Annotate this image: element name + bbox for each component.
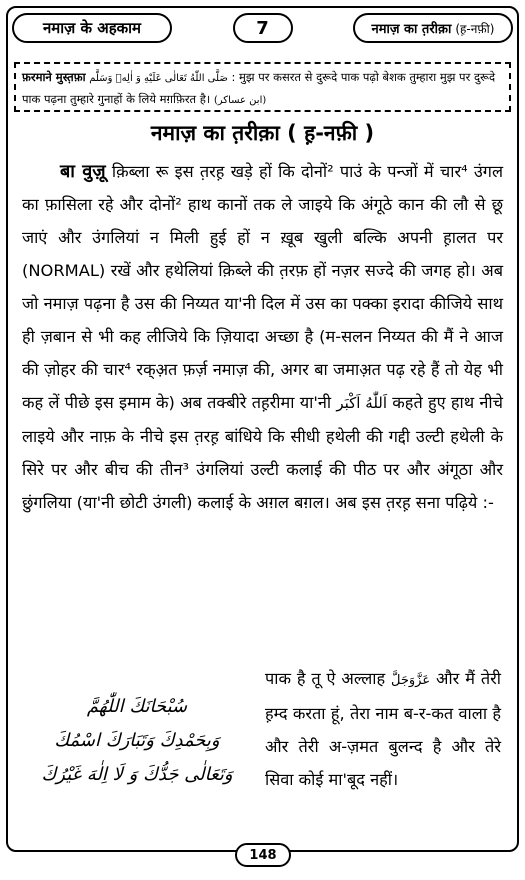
azza-wajal-arabic: عَزَّوَجَلَّ (391, 673, 431, 688)
hadith-box (14, 62, 511, 112)
body-text (22, 155, 503, 519)
hadith-text: : मुझ पर कसरत से दुरूदे पाक पढ़ो बेशक तुम्हारा मुझ पर दुरूदे पाक पढ़ना तुम्हारे गुनाहों के लिये मग़फ़िरत है। (22, 70, 496, 106)
page-header (12, 12, 513, 44)
section-title: नमाज़ का त़रीक़ा ( ह़-नफ़ी ) (150, 121, 375, 145)
translation-pre: पाक है तू ऐ अल्लाह (265, 669, 386, 688)
chapter-title-badge (353, 13, 513, 43)
body-lead: बा वुज़ू (60, 161, 106, 182)
body-paragraph (22, 155, 503, 519)
sana-arabic-block (22, 690, 252, 792)
chapter-number-badge: 7 (233, 13, 293, 43)
body-text-part1: क़िब्ला रू इस त़रह़ खड़े हों कि दोनों² पाउं के पन्जों में चार⁴ उंगल का फ़ासिला रहे और दोनों² हाथ कानों तक ले जाइये कि अंगूठे कान की लौ से छू जाएं और उंगलियां न मिली हुई हों न ख़ूब खुली बल्कि अपनी ह़ालत पर (NORMAL) रखें और हथेलियां क़िब्ले की त़रफ़ हों नज़र सज्दे की जगह हो। अब जो नमाज़ पढ़ना है उस की निय्यत या'नी दिल में उस का पक्का इरादा कीजिये साथ ही ज़बान से भी कह लीजिये कि ज़ियादा अच्छा है (म-सलन निय्यत की मैं ने आज की ज़ोहर की चार⁴ रक्अ़त फ़र्ज़ नमाज़ की, अगर बा जमाअ़त पढ़ रहे हैं तो येह भी कह लें पीछे इस इमाम के) अब तक्बीरे तह़रीमा या'नी (22, 162, 503, 412)
body-text-part2: कहते हुए हाथ नीचे लाइये और नाफ़ के नीचे इस त़रह़ बांधिये कि सीधी हथेली की गद्दी उल्टी हथेली के सिरे पर और बीच की तीन³ उंगलियां उल्टी कलाई की पीठ पर और अंगूठा और छुंगलिया (या'नी छोटी उंगली) कलाई के अग़ल बग़ल। अब इस त़रह़ सना पढ़िये :- (22, 393, 503, 512)
page-number: 148 (235, 843, 291, 867)
hadith-label: फ़रमाने मुस्त़फ़ा (22, 70, 86, 84)
chapter-title: नमाज़ का त़रीक़ा (371, 22, 452, 37)
chapter-subtitle: (ह़-नफ़ी) (455, 21, 495, 36)
takbir-arabic: اَللّٰهُ اَكْبَر (336, 394, 388, 412)
sana-arabic-line: وَبِحَمْدِكَ وَتَبَارَكَ اسْمُكَ (54, 730, 220, 751)
translation-post: और मैं तेरी ह़म्द करता हूं, तेरा नाम ब-र-कत वाला है और तेरी अ-ज़मत बुलन्द है और तेरे सिवा कोई मा'बूद नहीं। (265, 669, 501, 789)
book-title-badge: नमाज़ के अहकाम (12, 13, 172, 43)
hadith-source: (ابن عساکر) (213, 95, 267, 106)
sana-arabic-line: وَتَعَالٰى جَدُّكَ وَ لَا اِلٰهَ غَيْرُكَ (41, 764, 233, 785)
sana-translation (265, 662, 501, 796)
salutation-arabic: صَلَّى اللّٰهُ تَعَالٰى عَلَيْهِ وَ اٰلِهٖ وَسَلَّم (89, 73, 228, 84)
sana-arabic-line: سُبْحَانَكَ اللّٰهُمَّ (86, 696, 188, 717)
